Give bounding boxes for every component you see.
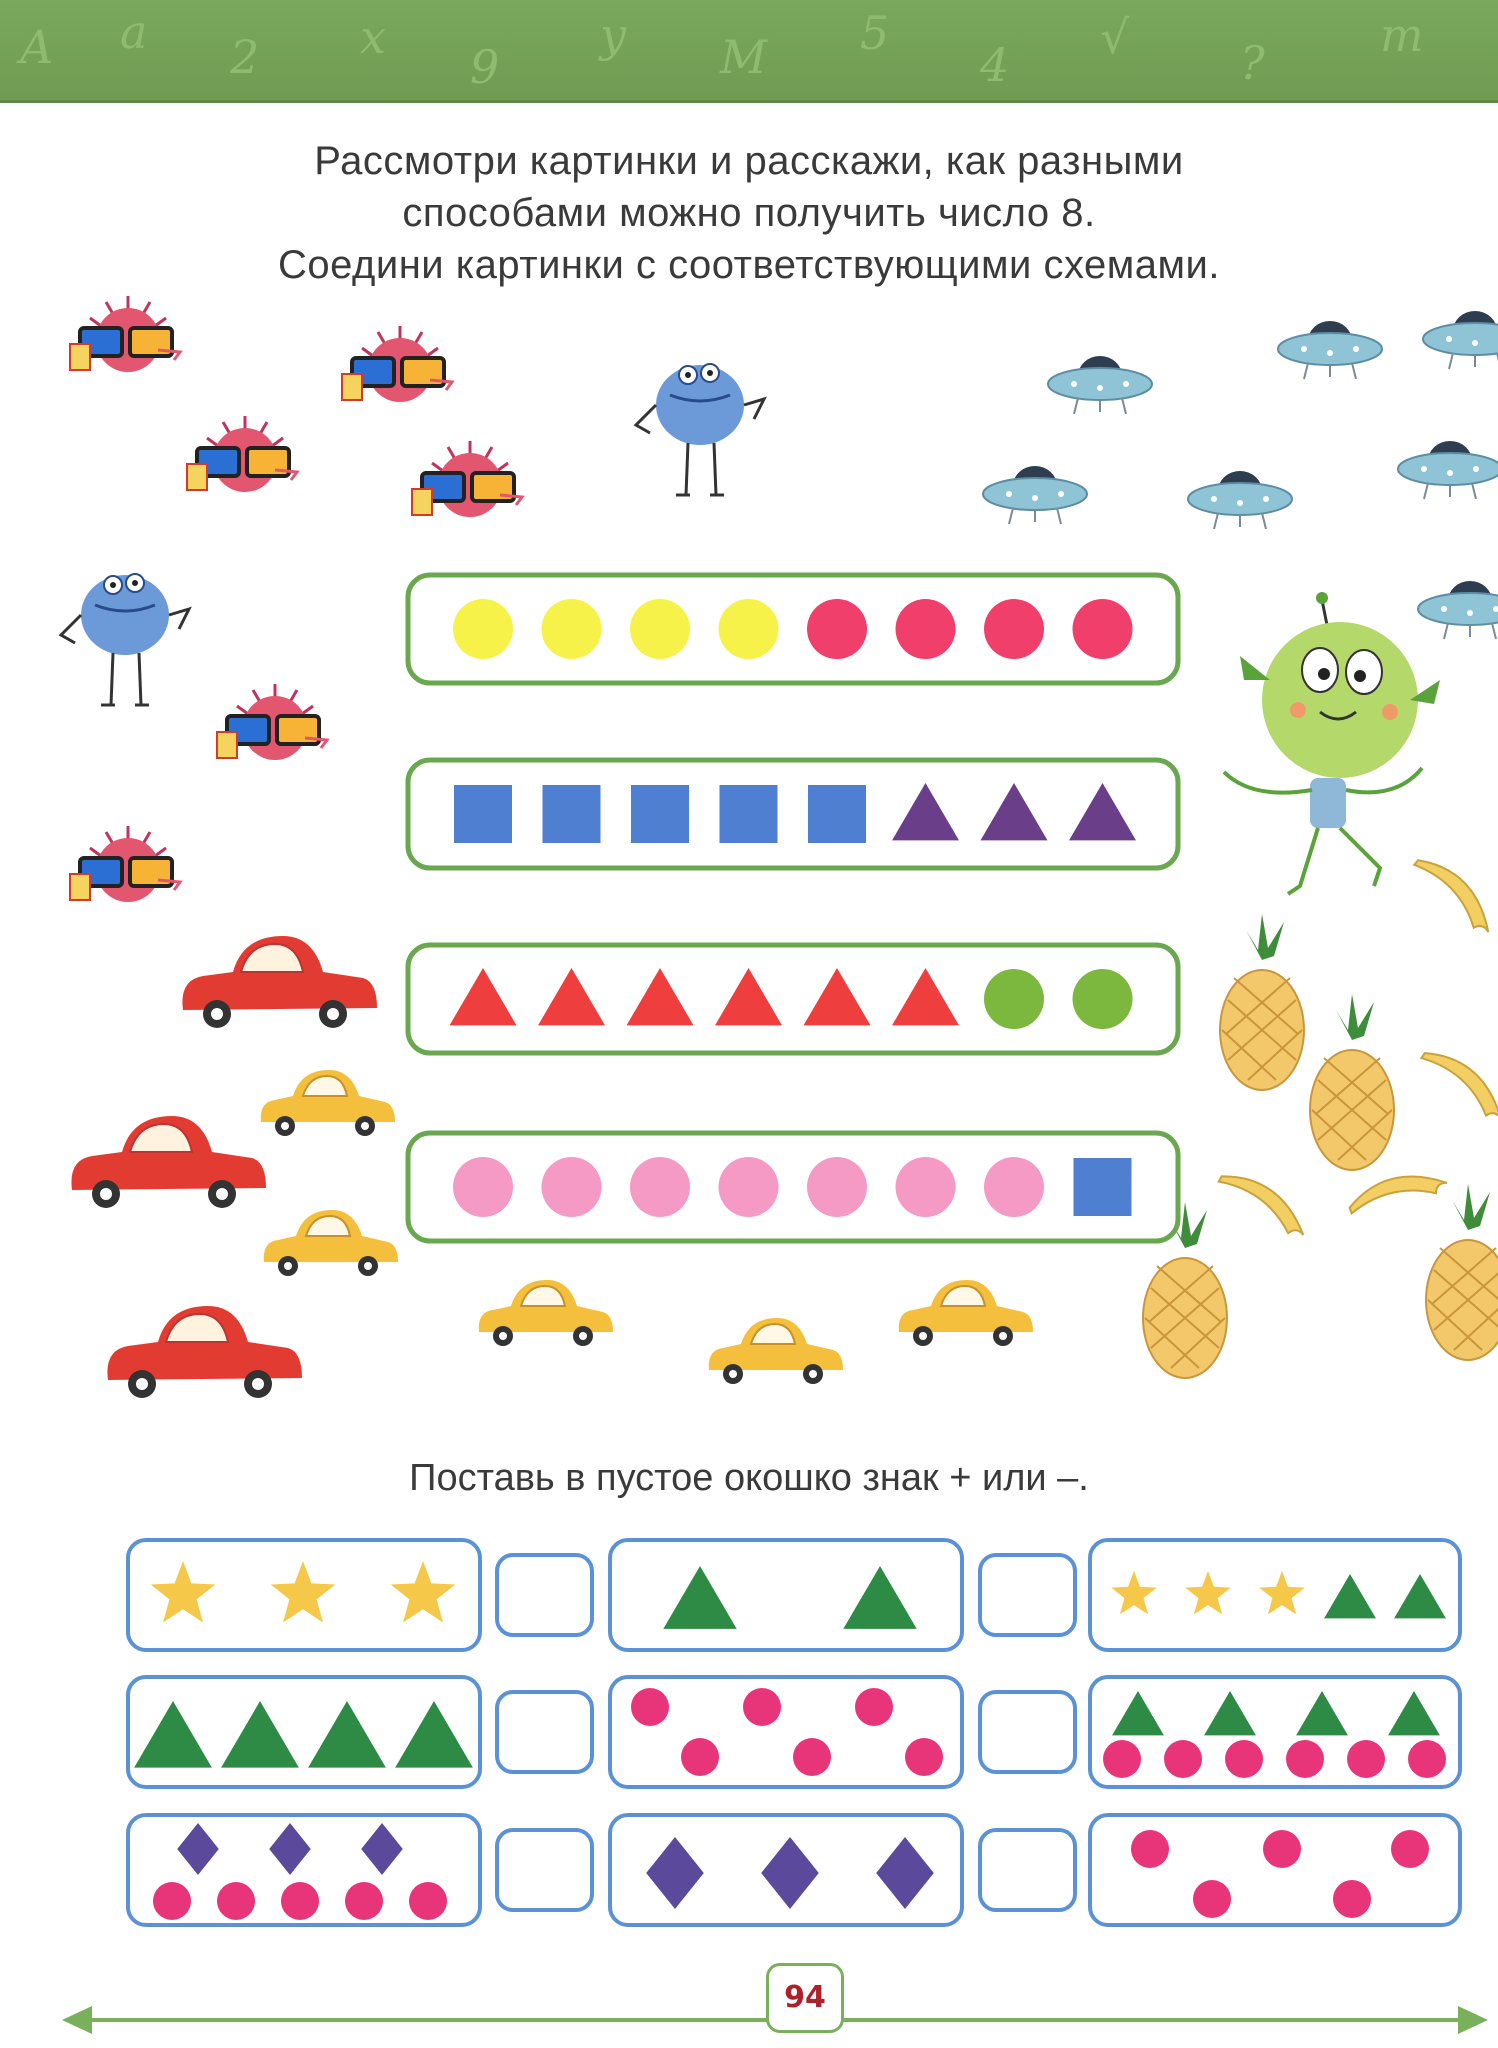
circle-shape bbox=[1073, 969, 1133, 1029]
header-decor-letter: 4 bbox=[980, 38, 1010, 92]
circle-shape bbox=[743, 1688, 781, 1726]
circle-shape bbox=[345, 1882, 383, 1920]
sign-answer-box[interactable] bbox=[497, 1555, 592, 1635]
header-decor-letter: A bbox=[20, 20, 54, 74]
circle-shape bbox=[1131, 1830, 1169, 1868]
yellow-car-picture bbox=[479, 1280, 613, 1346]
circle-shape bbox=[1103, 1740, 1141, 1778]
square-shape bbox=[720, 785, 778, 843]
scheme-frame bbox=[408, 1133, 1178, 1241]
circle-shape bbox=[542, 599, 602, 659]
header-decor-letter: √ bbox=[1100, 10, 1130, 64]
circle-shape bbox=[896, 599, 956, 659]
circle-shape bbox=[1347, 1740, 1385, 1778]
circle-shape bbox=[681, 1738, 719, 1776]
sign-task-cell bbox=[128, 1815, 480, 1925]
sign-task-cell bbox=[610, 1677, 962, 1787]
sign-answer-box[interactable] bbox=[497, 1830, 592, 1910]
ufo-picture bbox=[1278, 321, 1382, 379]
monster-with-glasses-picture bbox=[70, 296, 180, 372]
circle-shape bbox=[807, 599, 867, 659]
circle-shape bbox=[631, 1688, 669, 1726]
yellow-car-picture bbox=[261, 1070, 395, 1136]
circle-shape bbox=[719, 599, 779, 659]
ufo-picture bbox=[1188, 471, 1292, 529]
circle-shape bbox=[719, 1157, 779, 1217]
sign-task-cell bbox=[1090, 1677, 1460, 1787]
header-decor-letter: 5 bbox=[860, 6, 890, 60]
yellow-car-picture bbox=[264, 1210, 398, 1276]
sign-task-cell bbox=[610, 1815, 962, 1925]
square-shape bbox=[1074, 1158, 1132, 1216]
circle-shape bbox=[807, 1157, 867, 1217]
header-decor-letter: 9 bbox=[470, 40, 500, 94]
monster-with-glasses-picture bbox=[187, 416, 297, 492]
red-car-picture bbox=[182, 936, 377, 1028]
circle-shape bbox=[896, 1157, 956, 1217]
header-decor-letter: m bbox=[1380, 8, 1424, 62]
sign-answer-box[interactable] bbox=[980, 1692, 1075, 1772]
circle-shape bbox=[409, 1882, 447, 1920]
circle-shape bbox=[855, 1688, 893, 1726]
ufo-picture bbox=[983, 466, 1087, 524]
circle-shape bbox=[793, 1738, 831, 1776]
scheme-frame bbox=[408, 945, 1178, 1053]
blue-monster-picture bbox=[636, 364, 764, 495]
sign-answer-box[interactable] bbox=[980, 1830, 1075, 1910]
red-car-picture bbox=[107, 1306, 302, 1398]
banana-picture bbox=[1416, 1043, 1498, 1124]
sign-task-cell bbox=[128, 1540, 480, 1650]
monster-with-glasses-picture bbox=[70, 826, 180, 902]
circle-shape bbox=[1391, 1830, 1429, 1868]
circle-shape bbox=[217, 1882, 255, 1920]
header-decor-letter: y bbox=[600, 8, 626, 62]
ufo-picture bbox=[1398, 441, 1498, 499]
sign-task-cell-border bbox=[610, 1540, 962, 1650]
scheme-frame-border bbox=[408, 945, 1178, 1053]
yellow-car-picture bbox=[709, 1318, 843, 1384]
circle-shape bbox=[153, 1882, 191, 1920]
square-shape bbox=[454, 785, 512, 843]
ufo-picture bbox=[1423, 311, 1498, 369]
sign-task-cell bbox=[1090, 1540, 1460, 1650]
circle-shape bbox=[1193, 1880, 1231, 1918]
square-shape bbox=[631, 785, 689, 843]
circle-shape bbox=[905, 1738, 943, 1776]
monster-with-glasses-picture bbox=[342, 326, 452, 402]
sign-task-grid bbox=[128, 1540, 1460, 1925]
yellow-car-picture bbox=[899, 1280, 1033, 1346]
banana-picture bbox=[1408, 850, 1498, 936]
scheme-list bbox=[408, 575, 1178, 1241]
red-car-picture bbox=[71, 1116, 266, 1208]
circle-shape bbox=[984, 969, 1044, 1029]
circle-shape bbox=[453, 1157, 513, 1217]
monster-with-glasses-picture bbox=[412, 441, 522, 517]
circle-shape bbox=[630, 599, 690, 659]
pineapple-picture bbox=[1426, 1184, 1498, 1360]
page-number: 94 bbox=[766, 1963, 844, 2033]
circle-shape bbox=[1073, 599, 1133, 659]
green-alien-picture bbox=[1224, 592, 1440, 894]
circle-shape bbox=[453, 599, 513, 659]
scheme-frame-border bbox=[408, 760, 1178, 868]
header-decor-letter: M bbox=[720, 30, 768, 84]
sign-task-instruction: Поставь в пустое окошко знак + или –. bbox=[409, 1457, 1089, 1499]
square-shape bbox=[808, 785, 866, 843]
sign-answer-box[interactable] bbox=[980, 1555, 1075, 1635]
scheme-frame-border bbox=[408, 575, 1178, 683]
circle-shape bbox=[1263, 1830, 1301, 1868]
header-decor-letter: x bbox=[360, 10, 386, 64]
instruction-line: способами можно получить число 8. bbox=[402, 191, 1096, 235]
instruction-line: Рассмотри картинки и расскажи, как разными bbox=[314, 139, 1184, 183]
circle-shape bbox=[542, 1157, 602, 1217]
monster-with-glasses-picture bbox=[217, 684, 327, 760]
sign-task-cell bbox=[610, 1540, 962, 1650]
circle-shape bbox=[630, 1157, 690, 1217]
circle-shape bbox=[281, 1882, 319, 1920]
header-decor-letter: 2 bbox=[230, 30, 260, 84]
square-shape bbox=[543, 785, 601, 843]
circle-shape bbox=[1225, 1740, 1263, 1778]
circle-shape bbox=[984, 599, 1044, 659]
circle-shape bbox=[984, 1157, 1044, 1217]
circle-shape bbox=[1286, 1740, 1324, 1778]
sign-task-cell bbox=[1090, 1815, 1460, 1925]
sign-task-cell bbox=[128, 1677, 480, 1787]
header-decor-letter: a bbox=[120, 5, 148, 59]
circle-shape bbox=[1333, 1880, 1371, 1918]
pineapple-picture bbox=[1220, 914, 1304, 1090]
scheme-frame bbox=[408, 575, 1178, 683]
sign-answer-box[interactable] bbox=[497, 1692, 592, 1772]
instruction-line: Соедини картинки с соответствующими схемами. bbox=[278, 243, 1220, 287]
banana-picture bbox=[1345, 1161, 1449, 1222]
circle-shape bbox=[1164, 1740, 1202, 1778]
blue-monster-picture bbox=[61, 574, 189, 705]
ufo-picture bbox=[1048, 356, 1152, 414]
ufo-picture bbox=[1418, 581, 1498, 639]
scheme-frame-border bbox=[408, 1133, 1178, 1241]
circle-shape bbox=[1408, 1740, 1446, 1778]
pineapple-picture bbox=[1310, 994, 1394, 1170]
banana-picture bbox=[1214, 1165, 1315, 1240]
scheme-frame bbox=[408, 760, 1178, 868]
header-decor-letter: ? bbox=[1240, 36, 1265, 90]
